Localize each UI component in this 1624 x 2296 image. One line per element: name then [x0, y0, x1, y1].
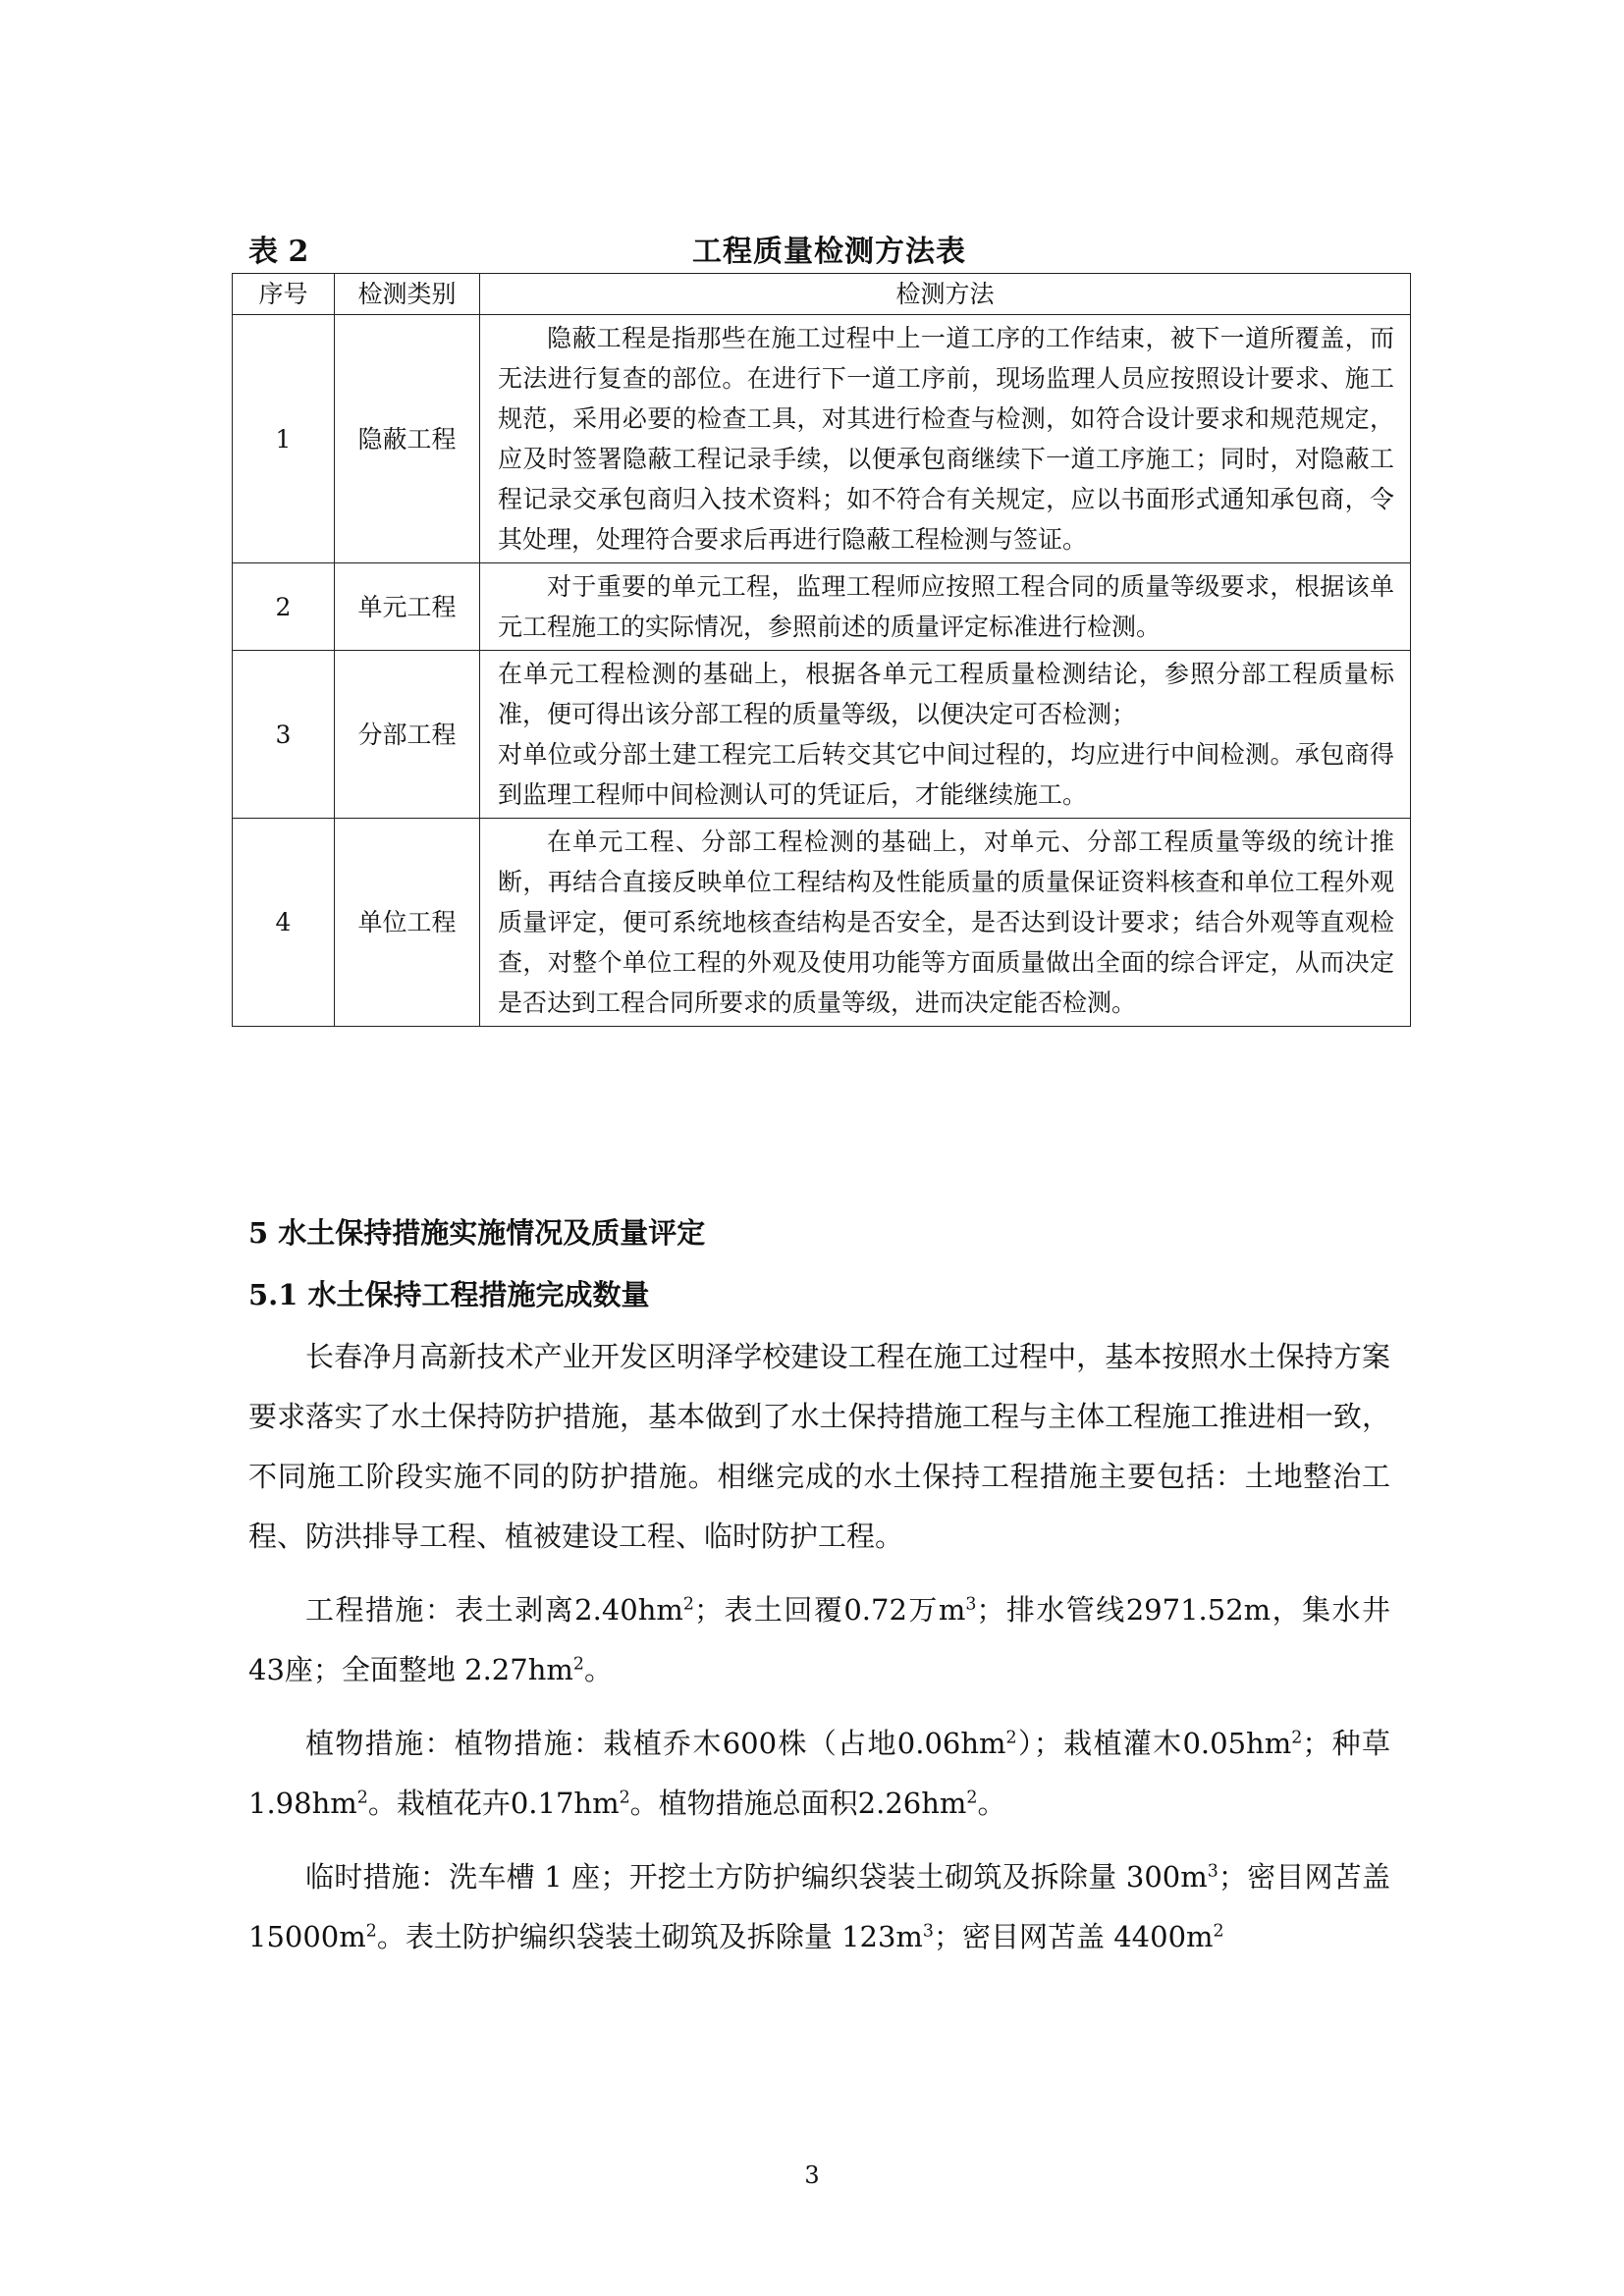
row-method: 在单元工程、分部工程检测的基础上，对单元、分部工程质量等级的统计推断，再结合直接反映单位工程结构及性能质量的质量保证资料核查和单位工程外观质量评定，便可系统地核查结构是否安全，是否达到设计要求；结合外观等直观检查，对整个单位工程的外观及使用功能等方面质量做出全面的综合评定，从而决定是否达到工程合同所要求的质量等级，进而决定能否检测。: [480, 819, 1411, 1027]
inspection-methods-table: [232, 273, 1411, 1027]
section-heading-5-1: 5.1 水土保持工程措施完成数量: [248, 1278, 650, 1311]
row-method: 隐蔽工程是指那些在施工过程中上一道工序的工作结束，被下一道所覆盖，而无法进行复查的部位。在进行下一道工序前，现场监理人员应按照设计要求、施工规范，采用必要的检查工具，对其进行检查与检测，如符合设计要求和规范规定，应及时签署隐蔽工程记录手续，以便承包商继续下一道工序施工；同时，对隐蔽工程记录交承包商归入技术资料；如不符合有关规定，应以书面形式通知承包商，令其处理，处理符合要求后再进行隐蔽工程检测与签证。: [480, 315, 1411, 563]
paragraph-summary: 长春净月高新技术产业开发区明泽学校建设工程在施工过程中，基本按照水土保持方案要求落实了水土保持防护措施，基本做到了水土保持措施工程与主体工程施工推进相一致，不同施工阶段实施不同的防护措施。相继完成的水土保持工程措施主要包括：土地整治工程、防洪排导工程、植被建设工程、临时防护工程。: [248, 1340, 1390, 1553]
row-method-part-a: 在单元工程检测的基础上，根据各单元工程质量检测结论，参照分部工程质量标准，便可得出该分部工程的质量等级，以便决定可否检测；: [498, 660, 1394, 728]
table-title: 工程质量检测方法表: [692, 235, 966, 269]
table-header-row: [233, 274, 1411, 315]
row-category: 单元工程: [335, 563, 480, 651]
row-method: 对于重要的单元工程，监理工程师应按照工程合同的质量等级要求，根据该单元工程施工的实际情况，参照前述的质量评定标准进行检测。: [480, 563, 1411, 651]
row-category: 隐蔽工程: [335, 315, 480, 563]
row-method-part-b: 对单位或分部土建工程完工后转交其它中间过程的，均应进行中间检测。承包商得到监理工程师中间检测认可的凭证后，才能继续施工。: [498, 740, 1394, 809]
row-num: 4: [233, 819, 335, 1027]
section-heading-5: 5 水土保持措施实施情况及质量评定: [248, 1216, 706, 1250]
paragraph-engineering-measures: 工程措施：表土剥离$2.40hm^2$；表土回覆0.72万$m^3$；排水管线2971.52m，集水井43座；全面整地 $2.27hm^2$。: [248, 1593, 1391, 1686]
row-num: 3: [233, 651, 335, 819]
table-row: [233, 819, 1411, 1027]
table-number: 表 2: [248, 235, 309, 269]
table-row: [233, 563, 1411, 651]
row-num: 1: [233, 315, 335, 563]
header-num: 序号: [233, 274, 335, 315]
page-number: 3: [804, 2162, 820, 2189]
header-method: 检测方法: [480, 274, 1411, 315]
table-row: [233, 651, 1411, 819]
row-category: 单位工程: [335, 819, 480, 1027]
paragraph-temporary-measures: 临时措施：洗车槽 1 座；开挖土方防护编织袋装土砌筑及拆除量 $300m^3$；密目网苫盖 $15000m^2$。表土防护编织袋装土砌筑及拆除量 $123m^3$；密目网苫盖 $4400m^2$: [248, 1860, 1390, 1953]
row-category: 分部工程: [335, 651, 480, 819]
row-method: [480, 651, 1411, 819]
header-category: 检测类别: [335, 274, 480, 315]
paragraph-vegetation-measures: 植物措施：植物措施：栽植乔木600株（占地$0.06hm^2$）；栽植灌木$0.05hm^2$；种草$1.98hm^2$。栽植花卉$0.17hm^2$。植物措施总面积$2.26hm^2$。: [248, 1727, 1390, 1820]
body-text: [248, 1327, 1390, 1981]
table-caption: [248, 227, 1410, 270]
table-row: [233, 315, 1411, 563]
row-num: 2: [233, 563, 335, 651]
